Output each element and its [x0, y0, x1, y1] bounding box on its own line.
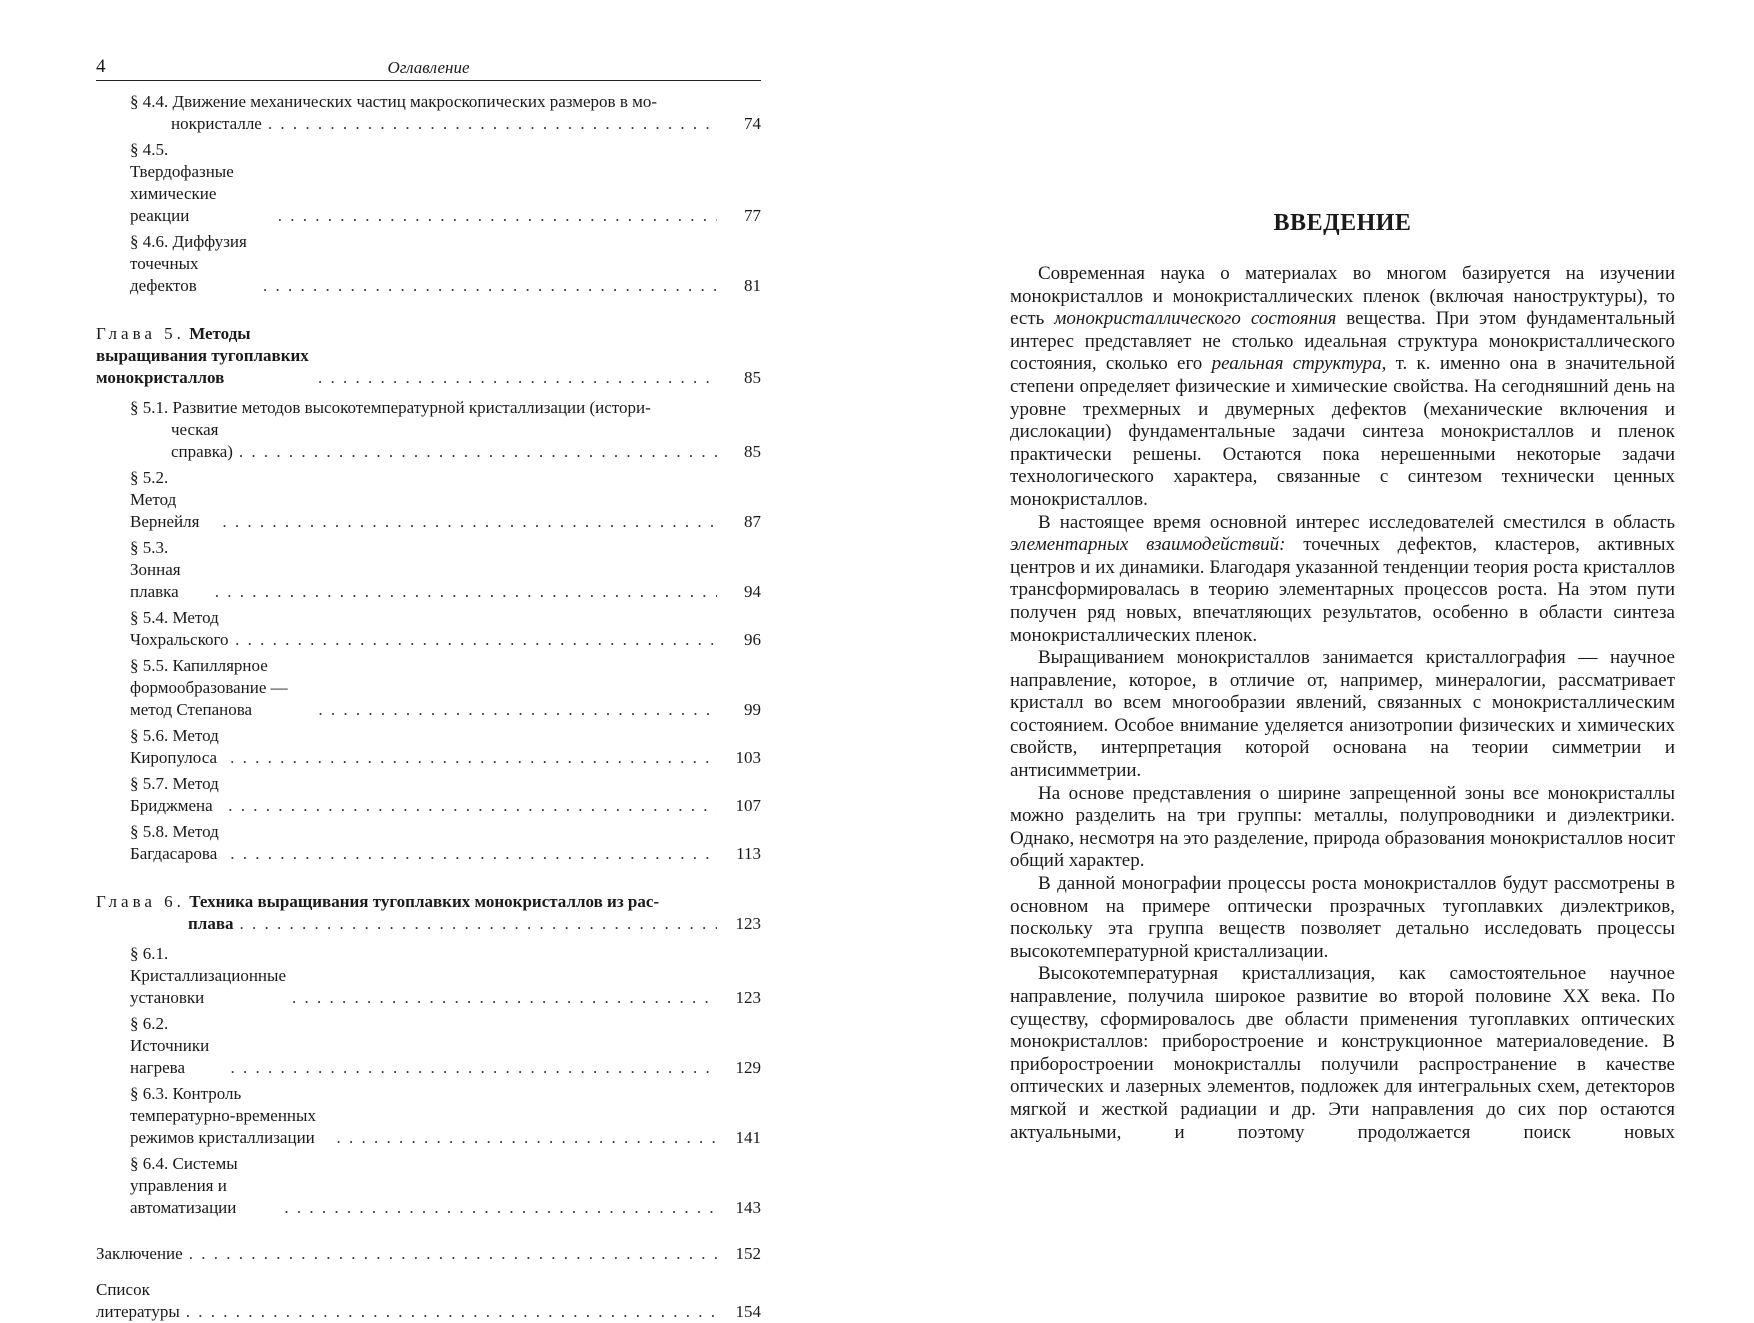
toc-entry[interactable] [96, 91, 761, 135]
section-heading: ВВЕДЕНИЕ [1273, 210, 1412, 236]
leader-dots [318, 367, 717, 389]
leader-dots [240, 913, 717, 935]
toc-entry[interactable] [96, 537, 761, 603]
toc-page-number: 96 [744, 630, 761, 649]
toc-section-number: § 5.7. [130, 774, 169, 793]
toc-entry-title: Движение механических частиц макроскопических размеров в мо- [172, 92, 658, 111]
leader-dots [230, 843, 717, 865]
leader-dots [230, 747, 717, 769]
toc-page-number: 103 [735, 748, 761, 767]
leader-dots [268, 113, 717, 135]
right-page [1010, 52, 1675, 1202]
toc-entry-title: Диффузия точечных дефектов [130, 232, 247, 295]
leader-dots [235, 629, 717, 651]
text-run: В настоящее время основной интерес исследователей сместился в область [1038, 511, 1675, 533]
leader-dots [318, 699, 717, 721]
chapter-title: Методы выращивания тугоплавких монокристаллов [96, 324, 309, 387]
toc-chapter-entry[interactable] [96, 323, 761, 389]
toc-page-number: 123 [735, 988, 761, 1007]
toc-page-number: 141 [735, 1128, 761, 1147]
leader-dots [231, 1057, 717, 1079]
text-run: , т. к. именно она в значительной степени определяет физические и химические свойства. На сегодняшний день на уровне трехмерных и двумерных дефектов (механические включения и дислокации) фундаментальные задачи синтеза монокристаллов и пленок практически решены. Остаются пока нерешенными некоторые задачи технологического характера, связанные с синтезом технически ценных монокристаллов. [1010, 353, 1675, 510]
toc-section-number: § 4.6. [130, 232, 169, 251]
toc-section-number: § 4.5. [130, 140, 169, 159]
chapter-prefix: Глава 5. [96, 324, 185, 343]
toc-page-number: 123 [735, 914, 761, 933]
chapter-title: Техника выращивания тугоплавких монокристаллов из рас- [189, 892, 660, 911]
leader-dots [239, 441, 717, 463]
toc-entry[interactable] [96, 1083, 761, 1149]
toc-entry-title: Метод Бриджмена [130, 774, 219, 815]
toc-entry[interactable] [96, 655, 761, 721]
paragraph [1010, 263, 1675, 512]
toc-page-number: 143 [735, 1198, 761, 1217]
leader-dots [278, 205, 717, 227]
toc-chapter-entry[interactable] [96, 891, 761, 935]
toc-section-number: § 5.3. [130, 538, 169, 557]
running-head [96, 52, 761, 81]
paragraph: Выращиванием монокристаллов занимается кристаллография — научное направление, которое, в отличие от, например, минералогии, рассматривает кристалл во всем многообразии явлений, связанных с монокристаллическим состоянием. Особое внимание уделяется анизотропии физических и химических свойств, интерпретация которой основана на теории симметрии и антисимметрии. [1010, 647, 1675, 782]
toc-entry[interactable] [96, 1013, 761, 1079]
paragraph: На основе представления о ширине запрещенной зоны все монокристаллы можно разделить на три группы: металлы, полупроводники и диэлектрики. Однако, несмотря на это разделение, природа образования монокристаллов носит общий характер. [1010, 782, 1675, 872]
toc-entry-title: Источники нагрева [130, 1036, 210, 1077]
text-run: точечных дефектов, кластеров, активных центров и их динамики. Благодаря указанной тенденции теория роста кристаллов трансформировалась в теорию элементарных процессов роста. На этом пути получен ряд новых, впечатляющих результатов, особенно в области синтеза монокристаллических пленок. [1010, 534, 1675, 646]
toc-section-number: § 6.3. [130, 1084, 169, 1103]
toc-section-number: § 5.8. [130, 822, 169, 841]
paragraph: Высокотемпературная кристаллизация, как самостоятельное научное направление, получила широкое развитие во второй половине XX века. По существу, сформировалось две области применения тугоплавких оптических монокристаллов: приборостроение и конструкционное материаловедение. В приборостроении монокристаллы получили распространение в качестве оптических и лазерных элементов, подложек для интегральных схем, детекторов мягкой и жесткой радиации и др. Эти направления до сих пор остаются актуальными, и поэтому продолжается поиск новых [1010, 963, 1675, 1143]
leader-dots [228, 795, 717, 817]
toc-section-number: § 4.4. [130, 92, 169, 111]
toc-section-number: § 5.1. [130, 398, 169, 417]
toc-entry-title: Капиллярное формообразование — метод Степанова [130, 656, 288, 719]
toc-page-number: 85 [744, 368, 761, 387]
emphasis: монокристаллического состояния [1054, 308, 1337, 330]
chapter-title-cont: плава [188, 914, 234, 933]
toc-entry-title-cont: нокристалле [171, 114, 262, 133]
leader-dots [292, 987, 717, 1009]
running-title: Оглавление [387, 58, 470, 77]
intro-text [1010, 263, 1675, 1144]
leader-dots [222, 511, 717, 533]
table-of-contents [96, 91, 761, 1323]
text-run: Современная наука о материалах во многом базируется на изучении монокристаллов и монокристаллических пленок (включая наноструктуры), то есть [1010, 263, 1675, 330]
toc-page-number: 152 [735, 1244, 761, 1263]
toc-entry-title: Метод Чохральского [130, 608, 229, 649]
toc-section-number: § 6.1. [130, 944, 169, 963]
leader-dots [263, 275, 717, 297]
toc-entry-title: Кристаллизационные установки [130, 966, 286, 1007]
toc-entry-title: Развитие методов высокотемпературной кристаллизации (истори- [172, 398, 651, 417]
toc-entry[interactable] [96, 231, 761, 297]
leader-dots [284, 1197, 717, 1219]
toc-page-number: 87 [744, 512, 761, 531]
toc-page-number: 85 [744, 442, 761, 461]
toc-section-number: § 6.4. [130, 1154, 169, 1173]
toc-entry[interactable] [96, 467, 761, 533]
toc-page-number: 74 [744, 114, 761, 133]
paragraph [1010, 512, 1675, 648]
page-number: 4 [96, 56, 106, 77]
toc-entry[interactable] [96, 821, 761, 865]
toc-section-number: § 5.5. [130, 656, 169, 675]
toc-section-number: § 5.6. [130, 726, 169, 745]
paragraph: В данной монографии процессы роста монокристаллов будут рассмотрены в основном на примере оптически прозрачных тугоплавких диэлектриков, поскольку эта группа веществ позволяет детально исследовать процессы высокотемпературной кристаллизации. [1010, 873, 1675, 962]
toc-entry[interactable] [96, 725, 761, 769]
leader-dots [215, 581, 717, 603]
toc-page-number: 81 [744, 276, 761, 295]
toc-entry[interactable] [96, 1153, 761, 1219]
toc-entry-title: Твердофазные химические реакции [130, 162, 234, 225]
toc-entry-title: Зонная плавка [130, 560, 181, 601]
emphasis: реальная структура [1211, 353, 1382, 375]
toc-page-number: 94 [744, 582, 761, 601]
chapter-prefix: Глава 6. [96, 892, 185, 911]
toc-entry[interactable] [96, 773, 761, 817]
leader-dots [186, 1301, 717, 1323]
toc-entry[interactable] [96, 397, 761, 463]
emphasis: элементарных взаимодействий: [1010, 534, 1286, 556]
toc-page-number: 99 [744, 700, 761, 719]
toc-entry-title: Метод Багдасарова [130, 822, 219, 863]
text-run: вещества. При этом фундаментальный интерес представляет не столько идеальная структура монокристаллического состояния, сколько его [1010, 308, 1675, 375]
toc-entry-title: Контроль температурно-временных режимов кристаллизации [130, 1084, 316, 1147]
toc-entry-conclusion[interactable] [96, 1243, 761, 1265]
left-page [96, 52, 761, 1321]
toc-entry[interactable] [96, 943, 761, 1009]
toc-entry[interactable] [96, 139, 761, 227]
toc-section-number: § 5.4. [130, 608, 169, 627]
toc-page-number: 107 [735, 796, 761, 815]
toc-page-number: 154 [735, 1302, 761, 1321]
leader-dots [336, 1127, 717, 1149]
toc-entry[interactable] [96, 607, 761, 651]
leader-dots [189, 1243, 717, 1265]
toc-entry-title: Метод Киропулоса [130, 726, 219, 767]
toc-page-number: 113 [736, 844, 761, 863]
toc-entry-title: Заключение [96, 1244, 183, 1263]
toc-entry-title: Системы управления и автоматизации [130, 1154, 238, 1217]
toc-section-number: § 5.2. [130, 468, 169, 487]
toc-entry-title: Список литературы [96, 1280, 180, 1321]
toc-section-number: § 6.2. [130, 1014, 169, 1033]
toc-entry-references[interactable] [96, 1279, 761, 1323]
toc-entry-title: Метод Вернейля [130, 490, 200, 531]
toc-entry-title-cont: ческая справка) [171, 420, 233, 461]
toc-page-number: 129 [735, 1058, 761, 1077]
toc-page-number: 77 [744, 206, 761, 225]
